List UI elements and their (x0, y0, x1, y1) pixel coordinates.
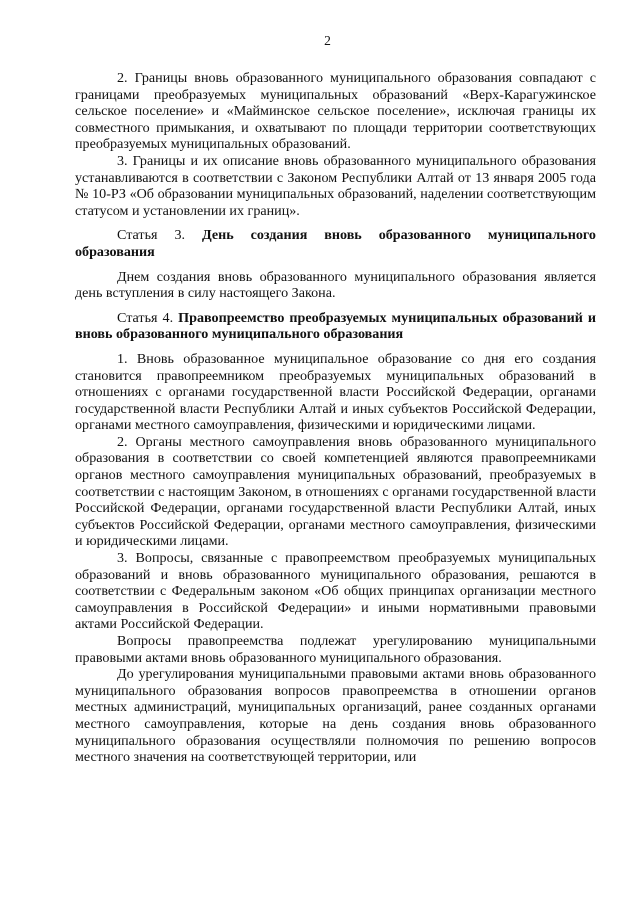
article-3-label: Статья 3. (117, 227, 186, 244)
paragraph-until-regulation: До урегулирования муниципальными правовыми актами вновь образованного муниципального образования вопросов правопреемства в отношении органов местных администраций, муниципальных организаций, ранее созданных органами местного самоуправления, которые на день создания вновь образованного муниципального образования осуществляли полномочия по решению вопросов местного значения на соответствующей территории, или (75, 666, 596, 766)
paragraph-boundaries-description: 3. Границы и их описание вновь образованного муниципального образования устанавливаются в соответствии с Законом Республики Алтай от 13 января 2005 года № 10-РЗ «Об образовании муниципальных образований, наделении соответствующим статусом и установлении их границ». (75, 152, 596, 219)
paragraph-succession-1: 1. Вновь образованное муниципальное образование со дня его создания становится правопреемником преобразуемых муниципальных образований в отношениях с органами государственной власти Российской Федерации, органами государственной власти Республики Алтай и иных субъектов Российской Федерации, органами местного самоуправления, физическими и юридическими лицами. (75, 350, 596, 434)
article-4-heading (75, 310, 596, 343)
paragraph-succession-regulation: Вопросы правопреемства подлежат урегулированию муниципальными правовыми актами вновь образованного муниципального образования. (75, 633, 596, 666)
article-4-title: Правопреемство преобразуемых муниципальных образований и вновь образованного муниципального образования (75, 309, 596, 343)
paragraph-boundaries: 2. Границы вновь образованного муниципального образования совпадают с границами преобразуемых муниципальных образований «Верх-Карагужинское сельское поселение» и «Майминское сельское поселение», исключая границы их совместного примыкания, и охватывают по площади территории соответствующих преобразуемых муниципальных образований. (75, 70, 596, 153)
article-3-heading (75, 227, 596, 260)
paragraph-succession-2: 2. Органы местного самоуправления вновь образованного муниципального образования в соответствии со своей компетенцией являются правопреемниками органов местного самоуправления муниципальных образований, преобразуемых в соответствии с настоящим Законом, в отношениях с органами государственной власти Российской Федерации, органами государственной власти Республики Алтай, иных субъектов Российской Федерации, органами местного самоуправления, физическими и юридическими лицами. (75, 433, 596, 550)
paragraph-succession-3: 3. Вопросы, связанные с правопреемством преобразуемых муниципальных образований и вновь образованного муниципального образования, решаются в соответствии с Федеральным законом «Об общих принципах организации местного самоуправления в Российской Федерации» и иными нормативными правовыми актами Российской Федерации. (75, 550, 596, 633)
article-3-title: День создания вновь образованного муниципального образования (75, 227, 596, 260)
page-number: 2 (324, 33, 331, 48)
article-4-label: Статья 4. (117, 309, 174, 326)
paragraph-creation-day: Днем создания вновь образованного муниципального образования является день вступления в силу настоящего Закона. (75, 268, 596, 302)
